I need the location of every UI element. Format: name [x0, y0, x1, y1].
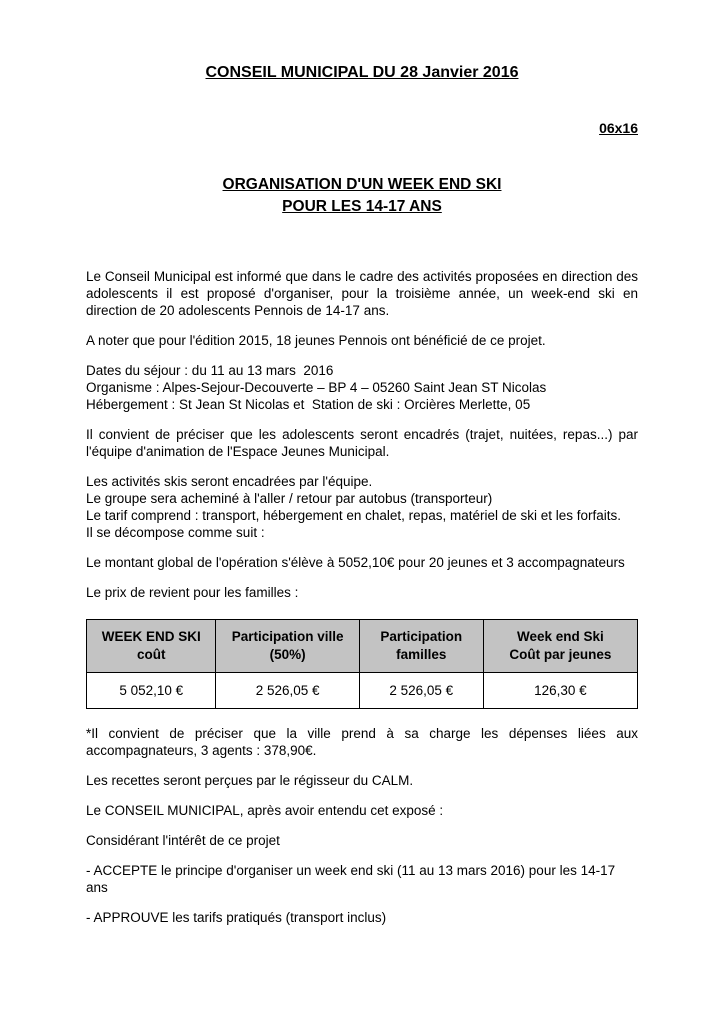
paragraph-montant: Le montant global de l'opération s'élève à 5052,10€ pour 20 jeunes et 3 accompagnateurs: [86, 555, 625, 570]
paragraph-prix-intro: Le prix de revient pour les familles :: [86, 585, 299, 600]
document-subtitle: [86, 174, 638, 218]
header-line: coût: [136, 647, 166, 662]
document-title: CONSEIL MUNICIPAL DU 28 Janvier 2016: [205, 64, 519, 81]
sejour-hebergement: Hébergement : St Jean St Nicolas et Station de ski : Orcières Merlette, 05: [86, 397, 531, 412]
table-header-cell-cout: [87, 620, 216, 673]
paragraph-encadrement: Il convient de préciser que les adolescents seront encadrés (trajet, nuitées, repas...) par l'équipe d'animation de l'Espace Jeunes Municipal.: [86, 427, 642, 459]
tarif-line-3: Le tarif comprend : transport, hébergement en chalet, repas, matériel de ski et les forfaits.: [86, 508, 622, 523]
sejour-details: [86, 362, 638, 413]
header-line: Week end Ski: [516, 629, 604, 644]
paragraph-recettes: Les recettes seront perçues par le régisseur du CALM.: [86, 773, 414, 788]
reference-number: 06x16: [599, 120, 638, 136]
paragraph-edition-note: A noter que pour l'édition 2015, 18 jeunes Pennois ont bénéficié de ce projet.: [86, 333, 546, 348]
subtitle-line-2: POUR LES 14-17 ANS: [282, 198, 442, 215]
table-value-row: [87, 673, 638, 709]
header-line: (50%): [269, 647, 306, 662]
header-line: Participation ville: [231, 629, 344, 644]
header-line: WEEK END SKI: [101, 629, 201, 644]
paragraph-accepte: - ACCEPTE le principe d'organiser un week end ski (11 au 13 mars 2016) pour les 14-17 ans: [86, 863, 619, 895]
table-value-cell-familles: 2 526,05 €: [359, 673, 483, 709]
header-line: Coût par jeunes: [509, 647, 612, 662]
table-value-cell-cout: 5 052,10 €: [87, 673, 216, 709]
paragraph-conseil: Le CONSEIL MUNICIPAL, après avoir entendu cet exposé :: [86, 803, 444, 818]
table-header-cell-ville: [216, 620, 359, 673]
header-line: Participation: [380, 629, 463, 644]
paragraph-approuve: - APPROUVE les tarifs pratiqués (transport inclus): [86, 910, 387, 925]
table-header-cell-par-jeunes: [483, 620, 637, 673]
tarif-line-2: Le groupe sera acheminé à l'aller / retour par autobus (transporteur): [86, 491, 493, 506]
table-header-row: [87, 620, 638, 673]
table-value-cell-ville: 2 526,05 €: [216, 673, 359, 709]
paragraph-note-accompagnateurs: *Il convient de préciser que la ville prend à sa charge les dépenses liées aux accompagnateurs, 3 agents : 378,90€.: [86, 726, 642, 758]
subtitle-line-1: ORGANISATION D'UN WEEK END SKI: [222, 176, 502, 193]
tarif-line-1: Les activités skis seront encadrées par l'équipe.: [86, 474, 373, 489]
header-line: familles: [396, 647, 447, 662]
table-value-cell-par-jeunes: 126,30 €: [483, 673, 637, 709]
tarif-details: [86, 473, 638, 541]
sejour-organisme: Organisme : Alpes-Sejour-Decouverte – BP 4 – 05260 Saint Jean ST Nicolas: [86, 380, 547, 395]
sejour-dates: Dates du séjour : du 11 au 13 mars 2016: [86, 363, 334, 378]
paragraph-considerant: Considérant l'intérêt de ce projet: [86, 833, 280, 848]
tarif-line-4: Il se décompose comme suit :: [86, 525, 265, 540]
table-header-cell-familles: [359, 620, 483, 673]
paragraph-intro: Le Conseil Municipal est informé que dans le cadre des activités proposées en direction des adolescents il est proposé d'organiser, pour la troisième année, un week-end ski en direction de 20 adolescents Pennois de 14-17 ans.: [86, 269, 642, 318]
cost-table: [86, 619, 638, 709]
